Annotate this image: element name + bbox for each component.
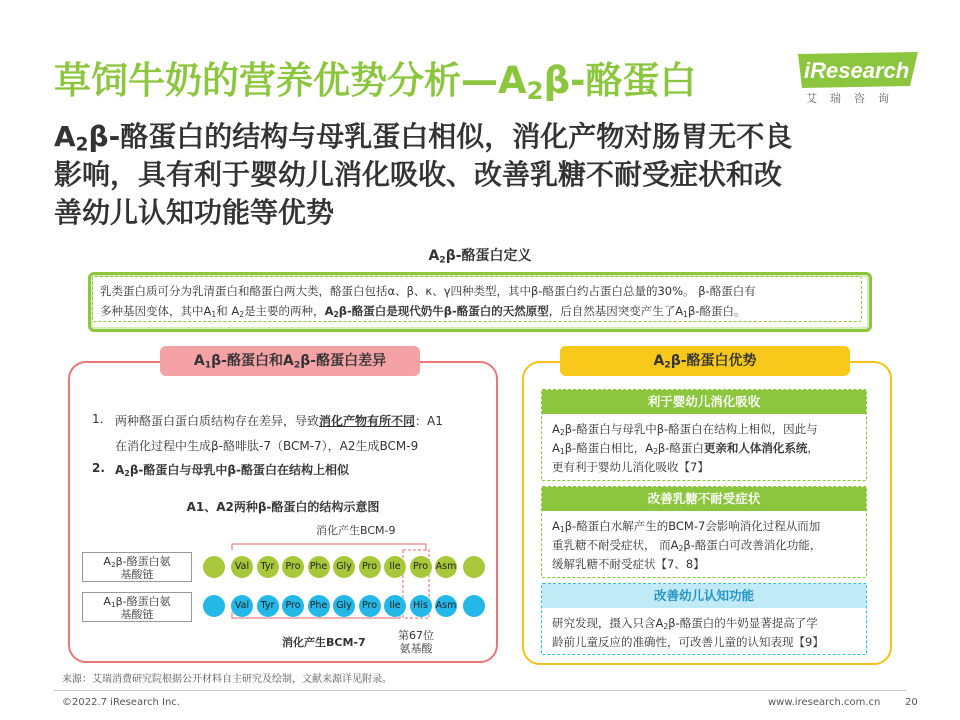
advantage-digestion-line-3: 更有利于婴幼儿消化吸收【7】: [552, 460, 709, 474]
definition-line-2: 多种基因变体，其中$A_1$和 $A_2$是主要的两种，$A_2\beta-$酪蛋白是现代奶牛β-酪蛋白的天然原型，后自然基因突变产生了$A_1\beta-$酪蛋白。: [100, 304, 746, 319]
logo-brand: iResearch: [804, 58, 910, 83]
bcm7-label: 消化产生BCM-7: [282, 636, 366, 649]
advantage-cognition-heading: 改善幼儿认知功能: [542, 584, 866, 608]
a2-bead: Asm: [435, 556, 457, 578]
advantage-lactose-box: [541, 486, 867, 578]
advantage-digestion-line-1: $A_2\beta-$酪蛋白与母乳中β-酪蛋白在结构上相似，因此与: [552, 422, 818, 437]
list-item-1-line-2: 在消化过程中生成β-酪啡肽-7（BCM-7），A2生成BCM-9: [115, 439, 419, 453]
a1-bead: Tyr: [257, 595, 279, 617]
diagram-title: A1、A2两种β-酪蛋白的结构示意图: [186, 500, 380, 514]
advantage-cognition-line-2: 龄前儿童反应的准确性，可改善儿童的认知表现【9】: [552, 635, 824, 649]
a2-bead: Ile: [384, 556, 406, 578]
page-subtitle: [54, 118, 914, 232]
copyright: ©2022.7 iResearch Inc.: [62, 697, 180, 708]
a1-bead: His: [410, 595, 432, 617]
list-item-2-number: 2.: [92, 461, 105, 475]
amino-chain-a2: [203, 556, 493, 580]
source-note: 来源：艾瑞消费研究院根据公开材料自主研究及绘制，文献来源详见附录。: [62, 674, 392, 685]
list-item-2-text: $A_2\beta-$酪蛋白与母乳中β-酪蛋白在结构上相似: [115, 463, 349, 478]
a2-bead: Gly: [333, 556, 355, 578]
a2-bead: Val: [231, 556, 253, 578]
position-67-label: 第67位 氨基酸: [398, 629, 434, 655]
definition-line-1: 乳类蛋白质可分为乳清蛋白和酪蛋白两大类，酪蛋白包括α、β、κ、γ四种类型，其中β-酪蛋白约占蛋白总量的30%。 β-酪蛋白有: [100, 284, 756, 298]
subtitle-line-2: 影响，具有利于婴幼儿消化吸收、改善乳糖不耐受症状和改: [54, 158, 783, 191]
a2-bead: Tyr: [257, 556, 279, 578]
advantage-panel-title: $A_2\beta-$酪蛋白优势: [560, 346, 850, 376]
a1-bead: Gly: [333, 595, 355, 617]
a2-bead: Pro: [282, 556, 304, 578]
logo-subtitle: 艾瑞咨询: [806, 92, 902, 105]
advantage-lactose-line-1: $A_1\beta-$酪蛋白水解产生的BCM-7会影响消化过程从而加: [552, 519, 821, 534]
a2-bead: Pro: [410, 556, 432, 578]
advantage-digestion-heading: 利于婴幼儿消化吸收: [542, 390, 866, 414]
advantage-digestion-line-2: $A_1\beta-$酪蛋白相比，$A_2\beta-$酪蛋白更亲和人体消化系统，: [552, 441, 819, 456]
advantage-cognition-box: [541, 583, 867, 655]
website-link[interactable]: www.iresearch.com.cn: [768, 697, 881, 708]
a2-bead: Phe: [308, 556, 330, 578]
a2-end-bead-right: [463, 556, 485, 578]
a1-bead: Pro: [359, 595, 381, 617]
a1-bead: Ile: [384, 595, 406, 617]
a1-end-bead-left: [203, 595, 225, 617]
a1-bead: Val: [231, 595, 253, 617]
footer-divider: [54, 690, 906, 691]
chain-label-a2: $A_2\beta-$酪蛋白氨 基酸链: [82, 552, 192, 582]
a1-bead: Pro: [282, 595, 304, 617]
list-item-1-line-1: 两种酪蛋白蛋白质结构存在差异，导致消化产物有所不同：A1: [115, 414, 443, 428]
a2-end-bead-left: [203, 556, 225, 578]
page-title: 草饲牛奶的营养优势分析$—A_2\beta-$酪蛋白: [54, 59, 697, 106]
a1-bead: Phe: [308, 595, 330, 617]
advantage-lactose-line-3: 缓解乳糖不耐受症状【7、8】: [552, 557, 705, 571]
a1-bead: Asm: [435, 595, 457, 617]
amino-chain-a1: [203, 595, 493, 619]
subtitle-line-1: $A_2\beta-$酪蛋白的结构与母乳蛋白相似，消化产物对肠胃无不良: [54, 120, 793, 156]
page-number: 20: [905, 697, 918, 708]
subtitle-line-3: 善幼儿认知功能等优势: [54, 196, 335, 229]
diagram-brackets: [200, 520, 500, 650]
bcm9-label: 消化产生BCM-9: [316, 524, 396, 537]
definition-heading: $A_2\beta-$酪蛋白定义: [428, 248, 532, 266]
advantage-digestion-box: [541, 389, 867, 481]
a2-bead: Pro: [359, 556, 381, 578]
advantage-lactose-heading: 改善乳糖不耐受症状: [542, 487, 866, 511]
difference-panel-title: $A_1\beta-$酪蛋白和$A_2\beta-$酪蛋白差异: [160, 346, 420, 376]
advantage-lactose-line-2: 重乳糖不耐受症状， 而$A_2\beta-$酪蛋白可改善消化功能，: [552, 538, 822, 553]
advantage-cognition-line-1: 研究发现，摄入只含$A_2\beta-$酪蛋白的牛奶显著提高了学: [552, 616, 818, 631]
a1-end-bead-right: [463, 595, 485, 617]
list-item-1-number: 1.: [92, 412, 104, 426]
chain-label-a1: $A_1\beta-$酪蛋白氨 基酸链: [82, 592, 192, 622]
